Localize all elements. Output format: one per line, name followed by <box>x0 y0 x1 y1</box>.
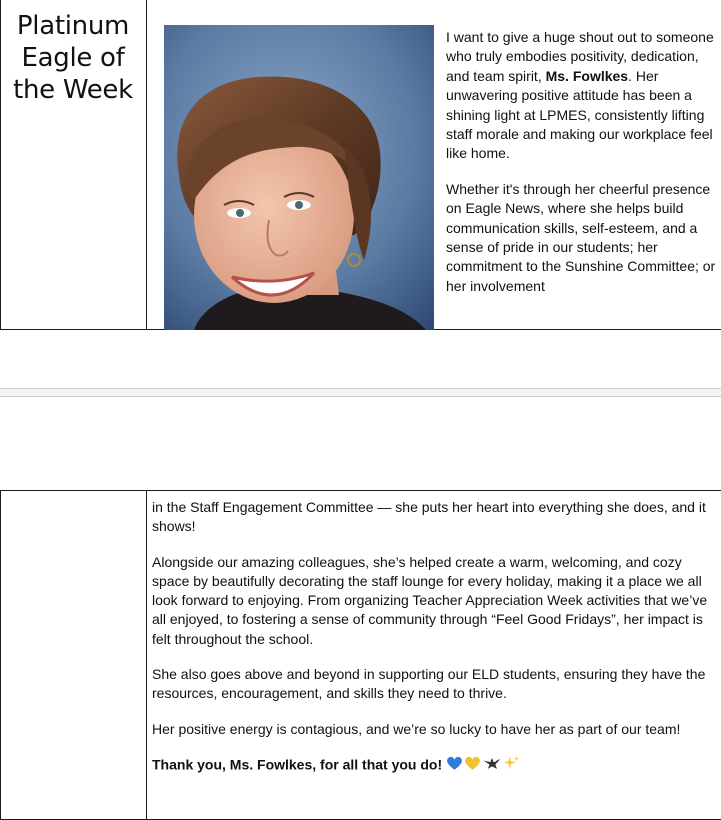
page-break-gap <box>0 389 721 396</box>
paragraph-lounge: Alongside our amazing colleagues, she’s helped create a warm, welcoming, and cozy space by beautifully decorating the staff lounge for every holiday, making it a place we all look forward to enjoying. From organizing Teacher Appreciation Week activities that we’ve all enjoyed, to fostering a sense of community through “Feel Good Fridays”, her impact is felt throughout the school. <box>152 553 708 647</box>
paragraph-intro: I want to give a huge shout out to someone who truly embodies positivity, dedication, and team spirit, Ms. Fowlkes. Her unwavering positive attitude has been a shining light at LPMES, consistently lifting staff morale and making our workplace feel like home. <box>446 29 714 162</box>
closing-thanks: Thank you, Ms. Fowlkes, for all that you do! <box>152 756 443 773</box>
paragraph-eld: She also goes above and beyond in supporting our ELD students, ensuring they have the resources, encouragement, and skills they need to thrive. <box>152 666 706 702</box>
paragraph-closing <box>152 755 714 776</box>
blue-heart-icon <box>446 755 463 776</box>
page-title: Platinum Eagle of the Week <box>13 11 133 105</box>
portrait-photo <box>164 25 434 330</box>
page-break-bottom-edge <box>0 396 721 397</box>
eagle-icon <box>482 755 502 776</box>
sparkles-icon <box>503 755 520 776</box>
paragraph-engagement: in the Staff Engagement Committee — she puts her heart into everything she does, and it shows! <box>152 499 706 535</box>
paragraph-eagle-news: Whether it's through her cheerful presence on Eagle News, where she helps build communication skills, self-esteem, and a sense of pride in our students; her commitment to the Sunshine Committee; or her involvement <box>446 180 716 294</box>
yellow-heart-icon <box>464 755 481 776</box>
table-cell-empty <box>0 490 147 820</box>
paragraph-energy: Her positive energy is contagious, and we’re so lucky to have her as part of our team! <box>152 720 681 737</box>
continued-text <box>152 498 714 792</box>
honoree-name: Ms. Fowlkes <box>545 67 629 84</box>
intro-text <box>446 28 716 312</box>
emoji-row <box>446 755 520 776</box>
